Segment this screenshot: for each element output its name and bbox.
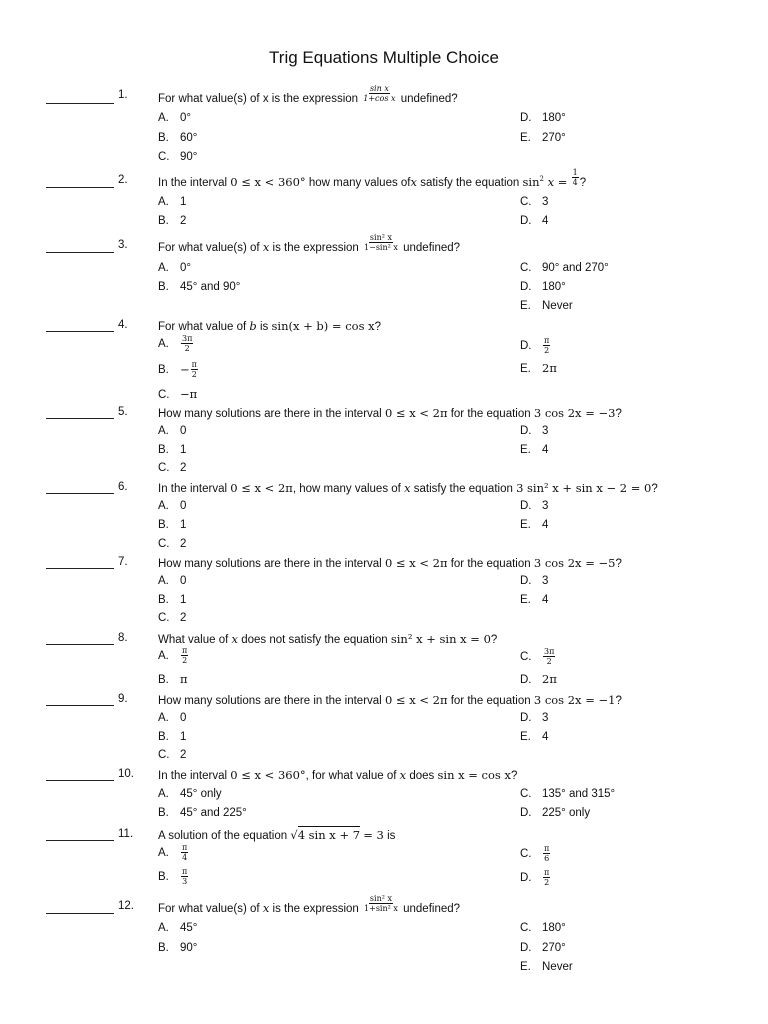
answer-blank-5[interactable] xyxy=(46,418,114,419)
option-6b: B. 1 xyxy=(158,519,187,531)
question-12-text: For what value(s) of x is the expression $\frac{\text{sin² x}}{\text{1+sin² x}}$ undefined? xyxy=(158,894,461,915)
option-5a: A. 0 xyxy=(158,425,187,437)
option-12b: B. 90° xyxy=(158,942,198,954)
fraction: $\frac{\text{sin x}}{\text{1+cos x}}$ xyxy=(363,84,396,103)
option-5c: C. 2 xyxy=(158,462,187,474)
answer-blank-7[interactable] xyxy=(46,568,114,569)
option-5d: D. 3 xyxy=(520,425,549,437)
option-6d: D. 3 xyxy=(520,500,549,512)
option-11a: A. $\frac{\pi}{4}$ xyxy=(158,843,188,862)
option-1e: E. 270° xyxy=(520,132,566,144)
option-4c: C. −π xyxy=(158,387,198,401)
fraction: $\frac{\text{sin² x}}{\text{1−sin² x}}$ xyxy=(364,233,398,252)
option-3c: C. 90° and 270° xyxy=(520,262,609,274)
answer-blank-2[interactable] xyxy=(46,187,114,188)
option-5b: B. 1 xyxy=(158,444,187,456)
answer-blank-9[interactable] xyxy=(46,705,114,706)
question-number-3: 3. xyxy=(118,239,128,251)
question-number-8: 8. xyxy=(118,632,128,644)
option-2b: B. 2 xyxy=(158,215,187,227)
option-12d: D. 270° xyxy=(520,942,566,954)
option-11b: B. $\frac{\pi}{3}$ xyxy=(158,867,188,886)
answer-blank-6[interactable] xyxy=(46,493,114,494)
question-8-text: What value of x does not satisfy the equation sin² x + sin x = 0? xyxy=(158,632,498,646)
option-1d: D. 180° xyxy=(520,112,566,124)
option-7a: A. 0 xyxy=(158,575,187,587)
question-number-2: 2. xyxy=(118,174,128,186)
answer-blank-4[interactable] xyxy=(46,331,114,332)
question-number-1: 1. xyxy=(118,89,128,101)
question-7-text: How many solutions are there in the interval 0 ≤ x < 2π for the equation 3 cos 2x = −5? xyxy=(158,556,622,570)
option-6a: A. 0 xyxy=(158,500,187,512)
question-number-5: 5. xyxy=(118,406,128,418)
option-1a: A. 0° xyxy=(158,112,191,124)
question-number-6: 6. xyxy=(118,481,128,493)
option-2c: C. 3 xyxy=(520,196,549,208)
option-4e: E. 2π xyxy=(520,361,557,375)
option-3a: A. 0° xyxy=(158,262,191,274)
option-8a: A. $\frac{\pi}{2}$ xyxy=(158,646,188,665)
option-10d: D. 225° only xyxy=(520,807,591,819)
option-4a: A. $\frac{3\pi}{2}$ xyxy=(158,334,193,353)
answer-blank-12[interactable] xyxy=(46,913,114,914)
question-9-text: How many solutions are there in the interval 0 ≤ x < 2π for the equation 3 cos 2x = −1? xyxy=(158,693,622,707)
option-7d: D. 3 xyxy=(520,575,549,587)
question-6-text: In the interval 0 ≤ x < 2π, how many values of x satisfy the equation 3 sin² x + sin x − 2 = 0? xyxy=(158,481,658,495)
question-1-text: For what value(s) of x is the expression $\frac{\text{sin x}}{\text{1+cos x}}$ undefined? xyxy=(158,84,458,105)
option-8c: C. $\frac{3\pi}{2}$ xyxy=(520,647,555,666)
option-12e: E. Never xyxy=(520,961,573,973)
option-7b: B. 1 xyxy=(158,594,187,606)
option-3e: E. Never xyxy=(520,300,573,312)
option-4b: B. − $\frac{\pi}{2}$ xyxy=(158,360,197,379)
fraction: $\frac{\text{sin² x}}{\text{1+sin² x}}$ xyxy=(364,894,398,913)
square-root: √4 sin x + 7 xyxy=(290,828,361,842)
fraction: $\frac{1}{4}$ xyxy=(572,168,578,187)
question-number-11: 11. xyxy=(118,828,134,840)
option-9d: D. 3 xyxy=(520,712,549,724)
question-5-text: How many solutions are there in the interval 0 ≤ x < 2π for the equation 3 cos 2x = −3? xyxy=(158,406,622,420)
option-11d: D. $\frac{\pi}{2}$ xyxy=(520,868,550,887)
option-3d: D. 180° xyxy=(520,281,566,293)
answer-blank-1[interactable] xyxy=(46,103,114,104)
question-10-text: In the interval 0 ≤ x < 360°, for what value of x does sin x = cos x? xyxy=(158,768,518,782)
option-3b: B. 45° and 90° xyxy=(158,281,241,293)
option-2d: D. 4 xyxy=(520,215,549,227)
answer-blank-8[interactable] xyxy=(46,644,114,645)
option-10b: B. 45° and 225° xyxy=(158,807,247,819)
option-10c: C. 135° and 315° xyxy=(520,788,616,800)
answer-blank-10[interactable] xyxy=(46,780,114,781)
question-number-4: 4. xyxy=(118,319,128,331)
question-2-text: In the interval 0 ≤ x < 360° how many values ofx satisfy the equation $\sin^2 x$ = $\frac{1}{4}$ ? xyxy=(158,168,587,189)
option-8d: D. 2π xyxy=(520,672,557,686)
option-9a: A. 0 xyxy=(158,712,187,724)
option-6c: C. 2 xyxy=(158,538,187,550)
question-number-9: 9. xyxy=(118,693,128,705)
option-9b: B. 1 xyxy=(158,731,187,743)
question-number-12: 12. xyxy=(118,900,134,912)
option-1c: C. 90° xyxy=(158,151,198,163)
option-1b: B. 60° xyxy=(158,132,198,144)
option-5e: E. 4 xyxy=(520,444,549,456)
question-11-text: A solution of the equation √4 sin x + 7 = 3 is xyxy=(158,828,396,842)
question-3-text: For what value(s) of x is the expression $\frac{\text{sin² x}}{\text{1−sin² x}}$ undefined? xyxy=(158,233,461,254)
option-9e: E. 4 xyxy=(520,731,549,743)
option-6e: E. 4 xyxy=(520,519,549,531)
option-7e: E. 4 xyxy=(520,594,549,606)
question-number-7: 7. xyxy=(118,556,128,568)
option-12a: A. 45° xyxy=(158,922,198,934)
option-9c: C. 2 xyxy=(158,749,187,761)
option-4d: D. $\frac{\pi}{2}$ xyxy=(520,336,550,355)
page-title: Trig Equations Multiple Choice xyxy=(269,48,499,67)
answer-blank-3[interactable] xyxy=(46,252,114,253)
option-10a: A. 45° only xyxy=(158,788,222,800)
option-2a: A. 1 xyxy=(158,196,187,208)
question-4-text: For what value of b is sin(x + b) = cos x? xyxy=(158,319,382,333)
answer-blank-11[interactable] xyxy=(46,840,114,841)
option-12c: C. 180° xyxy=(520,922,566,934)
option-7c: C. 2 xyxy=(158,612,187,624)
option-8b: B. π xyxy=(158,672,188,686)
option-11c: C. $\frac{\pi}{6}$ xyxy=(520,844,550,863)
question-number-10: 10. xyxy=(118,768,134,780)
